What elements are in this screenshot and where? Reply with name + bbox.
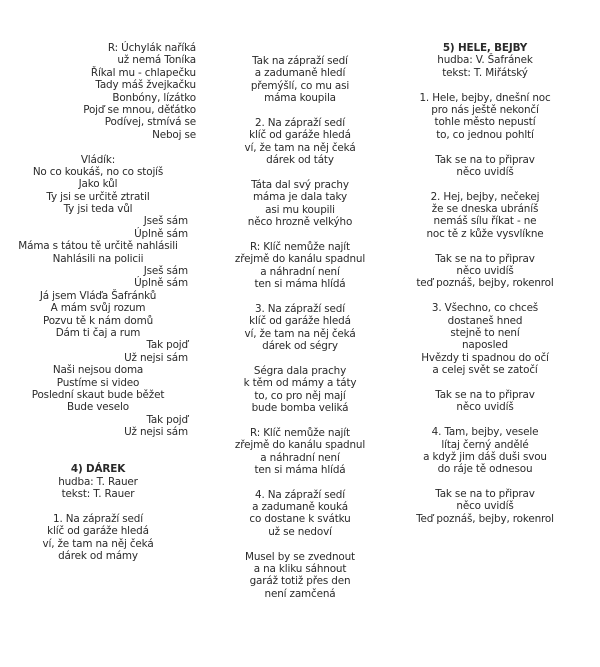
lyric-line: Bude veselo: [67, 401, 129, 414]
song5-credits: [395, 54, 575, 79]
lyric-line: není zamčená: [264, 587, 336, 600]
column-3: [395, 0, 575, 654]
lyric-line: máma koupila: [264, 92, 336, 105]
lyric-line: klíč od garáže hledá: [47, 525, 149, 538]
lyric-line: Bonbóny, lízátko: [112, 91, 196, 104]
lyric-line: Ty jsi teda vůl: [63, 203, 133, 216]
lyric-line: Tak na zápraží sedí: [252, 55, 348, 67]
lyric-line: dárek od táty: [266, 154, 334, 167]
song4-title: 4) DÁREK: [70, 463, 126, 476]
lyric-line: Já jsem Vláďa Šafránků: [39, 289, 157, 302]
lyric-line: zřejmě do kanálu spadnul: [234, 253, 366, 266]
lyric-line: nemáš sílu říkat - ne: [433, 215, 537, 228]
lyric-line: Táta dal svý prachy: [251, 178, 349, 191]
lyric-line: 1. Hele, bejby, dnešní noc: [419, 91, 551, 104]
song5-title: 5) HELE, BEJBY: [442, 42, 528, 54]
lyric-line: něco uvidíš: [456, 265, 514, 278]
song4-credits: [0, 476, 196, 501]
lyric-line: Tak pojď: [146, 413, 188, 426]
column-1: [0, 0, 196, 654]
lyric-line: No co koukáš, no co stojíš: [32, 165, 164, 178]
lyric-line: Úplně sám: [134, 227, 188, 240]
lyric-line: Už nejsi sám: [124, 351, 188, 364]
lyric-line: ten si máma hlídá: [254, 278, 346, 291]
lyric-line: Nahlásili na policii: [52, 252, 144, 265]
lyric-line: tekst: T. Rauer: [61, 488, 135, 501]
lyric-line: Úplně sám: [134, 277, 188, 290]
lyric-line: do ráje tě odnesou: [437, 463, 533, 476]
lyric-line: Poslední skaut bude běžet: [31, 388, 165, 401]
lyric-line: to, co pro něj mají: [254, 389, 346, 402]
lyric-line: tohle město nepustí: [434, 116, 536, 129]
lyric-line: a náhradní není: [260, 265, 340, 278]
lyric-line: přemýšlí, co mu asi: [250, 79, 350, 92]
lyric-line: máma je dala taky: [252, 191, 348, 204]
lyric-line: Musel by se zvednout: [245, 550, 355, 563]
lyric-line: že se dneska ubráníš: [431, 203, 539, 216]
lyric-line: Pustíme si video: [56, 376, 140, 389]
lyric-line: klíč od garáže hledá: [249, 129, 351, 142]
lyric-line: něco uvidíš: [456, 401, 514, 414]
refrain-block: [0, 42, 196, 141]
song4-verse-1: [0, 513, 196, 563]
lyric-line: 3. Na zápraží sedí: [255, 302, 345, 315]
lyric-line: a zadumaně kouká: [252, 501, 348, 514]
song5-stanzas: [395, 92, 575, 526]
lyric-line: R: Úchylák naříká: [107, 42, 196, 54]
lyric-line: tekst: T. Miřátský: [442, 66, 528, 79]
lyric-line: bude bomba veliká: [251, 401, 349, 414]
lyric-line: dárek od mámy: [58, 550, 138, 563]
lyric-line: ví, že tam na něj čeká: [244, 327, 356, 340]
lyric-line: něco uvidíš: [456, 165, 514, 178]
lyric-line: klíč od garáže hledá: [249, 315, 351, 328]
lyric-line: už nemá Toníka: [117, 54, 196, 67]
lyric-line: Podívej, stmívá se: [104, 116, 196, 129]
lyric-line: Neboj se: [152, 128, 196, 141]
lyric-line: ten si máma hlídá: [254, 463, 346, 476]
lyric-line: Jako kůl: [78, 178, 118, 191]
lyric-line: Ségra dala prachy: [253, 364, 347, 377]
lyric-line: co dostane k svátku: [249, 513, 351, 526]
lyric-line: Máma s tátou tě určitě nahlásili: [18, 240, 178, 253]
lyric-line: garáž totiž přes den: [249, 575, 351, 588]
lyric-line: Naši nejsou doma: [52, 364, 144, 377]
lyric-line: hudba: V. Šafránek: [437, 54, 533, 67]
lyric-line: Pojď se mnou, děťátko: [83, 103, 196, 116]
lyric-line: naposled: [462, 339, 508, 352]
lyric-line: 2. Hej, bejby, nečekej: [430, 190, 540, 203]
lyric-line: Dám ti čaj a rum: [55, 326, 141, 339]
lyric-line: Říkal mu - chlapečku: [90, 66, 196, 79]
lyric-line: Jseš sám: [143, 215, 188, 228]
lyric-line: dostaneš hned: [447, 314, 523, 327]
lyric-line: něco hrozně velkýho: [247, 216, 353, 229]
lyric-line: 1. Na zápraží sedí: [53, 512, 143, 525]
lyric-line: Tak se na to připrav: [435, 388, 535, 401]
lyric-line: a zadumaně hledí: [254, 67, 346, 80]
lyric-line: ví, že tam na něj čeká: [42, 537, 154, 550]
lyric-line: Pozvu tě k nám domů: [42, 314, 154, 327]
lyric-line: 4. Tam, bejby, vesele: [431, 426, 539, 439]
lyric-line: pro nás ještě nekončí: [431, 103, 539, 116]
lyric-line: k těm od mámy a táty: [243, 377, 357, 390]
column-2: [205, 0, 395, 667]
lyric-line: asi mu koupili: [265, 203, 335, 216]
lyric-line: Tak se na to připrav: [435, 153, 535, 166]
lyric-line: Vládík:: [80, 153, 116, 166]
lyric-line: stejně to není: [450, 326, 520, 339]
lyric-line: Tak se na to připrav: [435, 252, 535, 265]
lyric-line: noc tě z kůže vysvlíkne: [426, 227, 544, 240]
lyric-line: to, co jednou pohltí: [436, 128, 534, 141]
lyric-line: hudba: T. Rauer: [58, 475, 138, 488]
vladik-block: [0, 154, 196, 439]
lyric-line: už se nedoví: [268, 525, 332, 538]
lyric-line: něco uvidíš: [456, 500, 514, 513]
lyric-line: Hvězdy ti spadnou do očí: [421, 351, 549, 364]
lyric-line: a na kliku sáhnout: [253, 563, 347, 576]
lyric-line: Ty jsi se určitě ztratil: [46, 190, 150, 203]
lyric-line: Jseš sám: [143, 265, 188, 278]
lyric-line: 2. Na zápraží sedí: [255, 116, 345, 129]
lyric-line: Teď poznáš, bejby, rokenrol: [416, 512, 554, 525]
lyric-line: Tak pojď: [146, 339, 188, 352]
lyric-line: Tak se na to připrav: [435, 488, 535, 501]
lyric-line: teď poznáš, bejby, rokenrol: [416, 277, 554, 290]
lyric-line: a náhradní není: [260, 451, 340, 464]
lyric-line: R: Klíč nemůže najít: [250, 240, 350, 253]
lyric-line: lítaj černý andělé: [441, 438, 529, 451]
lyric-line: Už nejsi sám: [124, 426, 188, 439]
lyric-line: a když jim dáš duši svou: [423, 450, 547, 463]
lyric-line: 3. Všechno, co chceš: [431, 302, 539, 315]
lyric-line: A mám svůj rozum: [50, 302, 146, 315]
lyric-line: a celej svět se zatočí: [432, 364, 538, 377]
lyric-line: Tady máš žvejkačku: [95, 79, 196, 92]
lyric-line: ví, že tam na něj čeká: [244, 141, 356, 154]
lyric-line: dárek od ségry: [262, 339, 338, 352]
lyric-line: zřejmě do kanálu spadnul: [234, 439, 366, 452]
lyric-line: R: Klíč nemůže najít: [250, 426, 350, 439]
lyric-line: 4. Na zápraží sedí: [255, 488, 345, 501]
